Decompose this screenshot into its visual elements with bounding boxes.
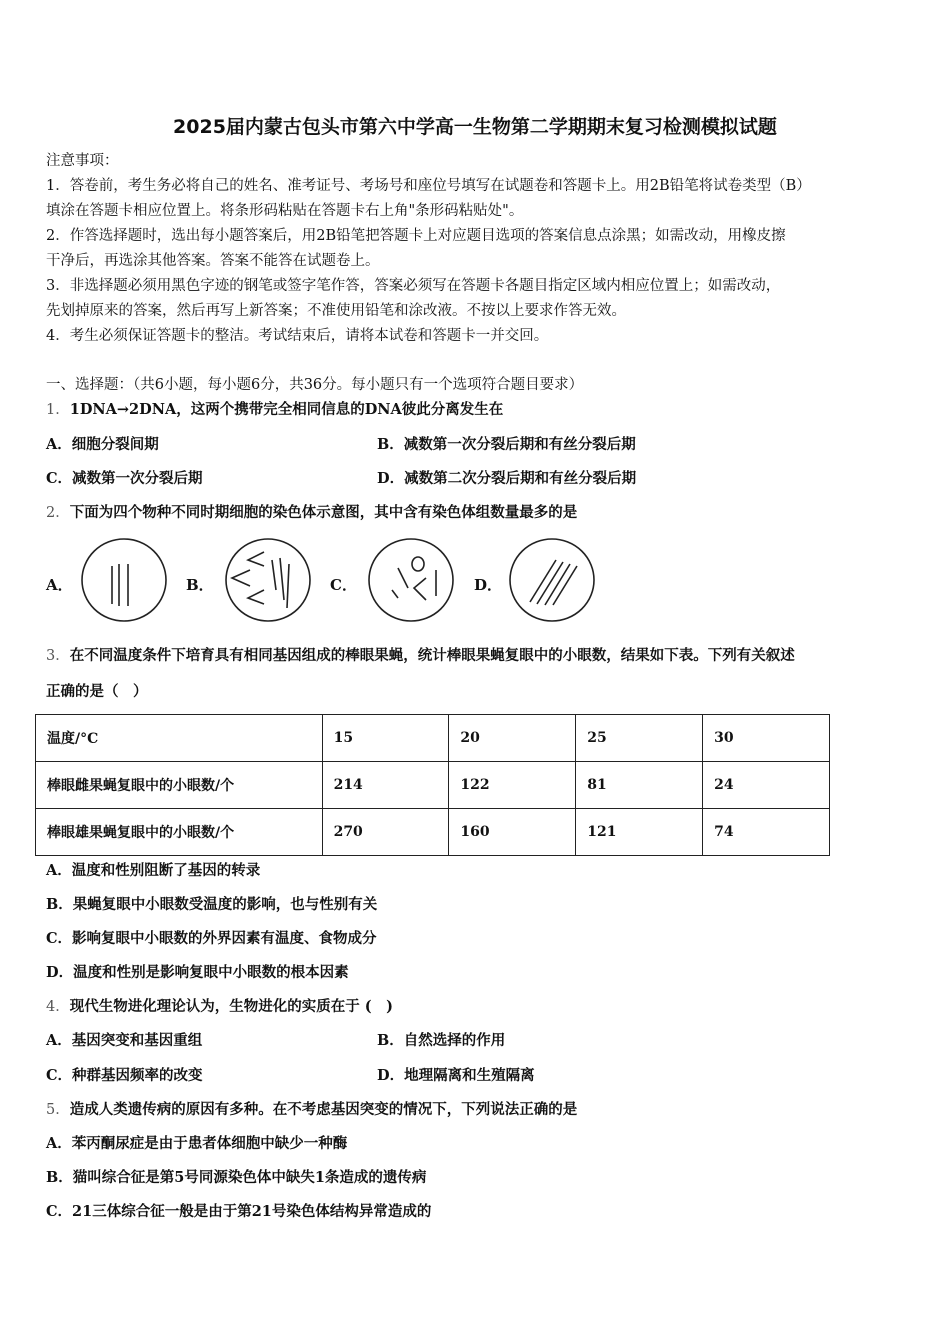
q3-option-a: A．温度和性别阻断了基因的转录 xyxy=(46,862,261,879)
q3-option-d: D．温度和性别是影响复眼中小眼数的根本因素 xyxy=(46,964,349,981)
question-stem: 现代生物进化理论认为，生物进化的实质在于 ( ) xyxy=(69,998,394,1015)
question-number: 1． xyxy=(46,402,70,418)
q1-option-c: C．减数第一次分裂后期 xyxy=(46,470,203,487)
cell-c xyxy=(369,539,453,621)
table-cell: 122 xyxy=(449,762,576,809)
question-stem: 下面为四个物种不同时期细胞的染色体示意图，其中含有染色体组数量最多的是 xyxy=(69,504,578,521)
q1-option-a: A．细胞分裂间期 xyxy=(46,436,159,453)
table-cell: 74 xyxy=(703,809,830,856)
table-cell: 81 xyxy=(576,762,703,809)
table-cell: 214 xyxy=(322,762,449,809)
q2-label-d: D． xyxy=(474,576,503,594)
table-cell: 20 xyxy=(449,715,576,762)
question-number: 5． xyxy=(46,1102,70,1118)
chromosome-diagrams xyxy=(0,530,950,630)
q5-option-c: C．21三体综合征一般是由于第21号染色体结构异常造成的 xyxy=(46,1203,432,1220)
table-cell: 160 xyxy=(449,809,576,856)
cell-b xyxy=(226,539,310,621)
question-1 xyxy=(46,400,503,420)
notice-line: 先划掉原来的答案，然后再写上新答案；不准使用铅笔和涂改液。不按以上要求作答无效。 xyxy=(46,303,626,319)
q4-option-d: D．地理隔离和生殖隔离 xyxy=(377,1067,535,1084)
notice-line: 干净后，再选涂其他答案。答案不能答在试题卷上。 xyxy=(46,253,380,269)
notice-heading: 注意事项： xyxy=(46,153,119,169)
q4-option-b: B．自然选择的作用 xyxy=(377,1032,506,1049)
q3-option-c: C．影响复眼中小眼数的外界因素有温度、食物成分 xyxy=(46,930,377,947)
table-cell: 棒眼雌果蝇复眼中的小眼数/个 xyxy=(36,762,323,809)
table-cell: 121 xyxy=(576,809,703,856)
q3-option-b: B．果蝇复眼中小眼数受温度的影响，也与性别有关 xyxy=(46,896,378,913)
q4-option-c: C．种群基因频率的改变 xyxy=(46,1067,203,1084)
question-2 xyxy=(46,503,577,523)
q2-label-b: B． xyxy=(186,576,214,594)
question-number: 4． xyxy=(46,999,70,1015)
page-title: 2025届内蒙古包头市第六中学高一生物第二学期期末复习检测模拟试题 xyxy=(173,116,777,138)
table-row xyxy=(36,809,830,856)
table-header-row xyxy=(36,715,830,762)
table-cell: 15 xyxy=(322,715,449,762)
table-cell: 30 xyxy=(703,715,830,762)
section-heading: 一、选择题：（共6小题，每小题6分，共36分。每小题只有一个选项符合题目要求） xyxy=(46,377,584,393)
question-number: 3． xyxy=(46,648,70,664)
notice-line: 4．考生必须保证答题卡的整洁。考试结束后，请将本试卷和答题卡一并交回。 xyxy=(46,328,549,344)
q5-option-a: A．苯丙酮尿症是由于患者体细胞中缺少一种酶 xyxy=(46,1135,348,1152)
question-stem: 在不同温度条件下培育具有相同基因组成的棒眼果蝇，统计棒眼果蝇复眼中的小眼数，结果如下表。下列有关叙述 xyxy=(69,647,795,664)
table-cell: 24 xyxy=(703,762,830,809)
q4-option-a: A．基因突变和基因重组 xyxy=(46,1032,203,1049)
q1-option-b: B．减数第一次分裂后期和有丝分裂后期 xyxy=(377,436,636,453)
question-4 xyxy=(46,997,393,1017)
q2-label-c: C． xyxy=(330,576,357,594)
q1-option-d: D．减数第二次分裂后期和有丝分裂后期 xyxy=(377,470,637,487)
question-3 xyxy=(46,646,795,666)
question-5 xyxy=(46,1100,577,1120)
cell-a xyxy=(82,539,166,621)
table-cell: 270 xyxy=(322,809,449,856)
cell-d xyxy=(510,539,594,621)
notice-line: 填涂在答题卡相应位置上。将条形码粘贴在答题卡右上角"条形码粘贴处"。 xyxy=(46,203,524,219)
question-stem: 1DNA→2DNA，这两个携带完全相同信息的DNA彼此分离发生在 xyxy=(69,401,504,418)
q5-option-b: B．猫叫综合征是第5号同源染色体中缺失1条造成的遗传病 xyxy=(46,1169,427,1186)
table-cell: 温度/°C xyxy=(36,715,323,762)
table-cell: 棒眼雄果蝇复眼中的小眼数/个 xyxy=(36,809,323,856)
data-table xyxy=(35,714,830,856)
question-stem-cont: 正确的是（ ） xyxy=(46,683,148,700)
table-row xyxy=(36,762,830,809)
notice-line: 3．非选择题必须用黑色字迹的钢笔或签字笔作答，答案必须写在答题卡各题目指定区域内相应位置上；如需改动， xyxy=(46,278,781,294)
notice-line: 1．答卷前，考生务必将自己的姓名、准考证号、考场号和座位号填写在试题卷和答题卡上。用2B铅笔将试卷类型（B） xyxy=(46,178,811,194)
question-stem: 造成人类遗传病的原因有多种。在不考虑基因突变的情况下，下列说法正确的是 xyxy=(69,1101,578,1118)
question-number: 2． xyxy=(46,505,70,521)
q2-label-a: A． xyxy=(46,576,73,594)
notice-line: 2．作答选择题时，选出每小题答案后，用2B铅笔把答题卡上对应题目选项的答案信息点涂黑；如需改动，用橡皮擦 xyxy=(46,228,786,244)
table-cell: 25 xyxy=(576,715,703,762)
